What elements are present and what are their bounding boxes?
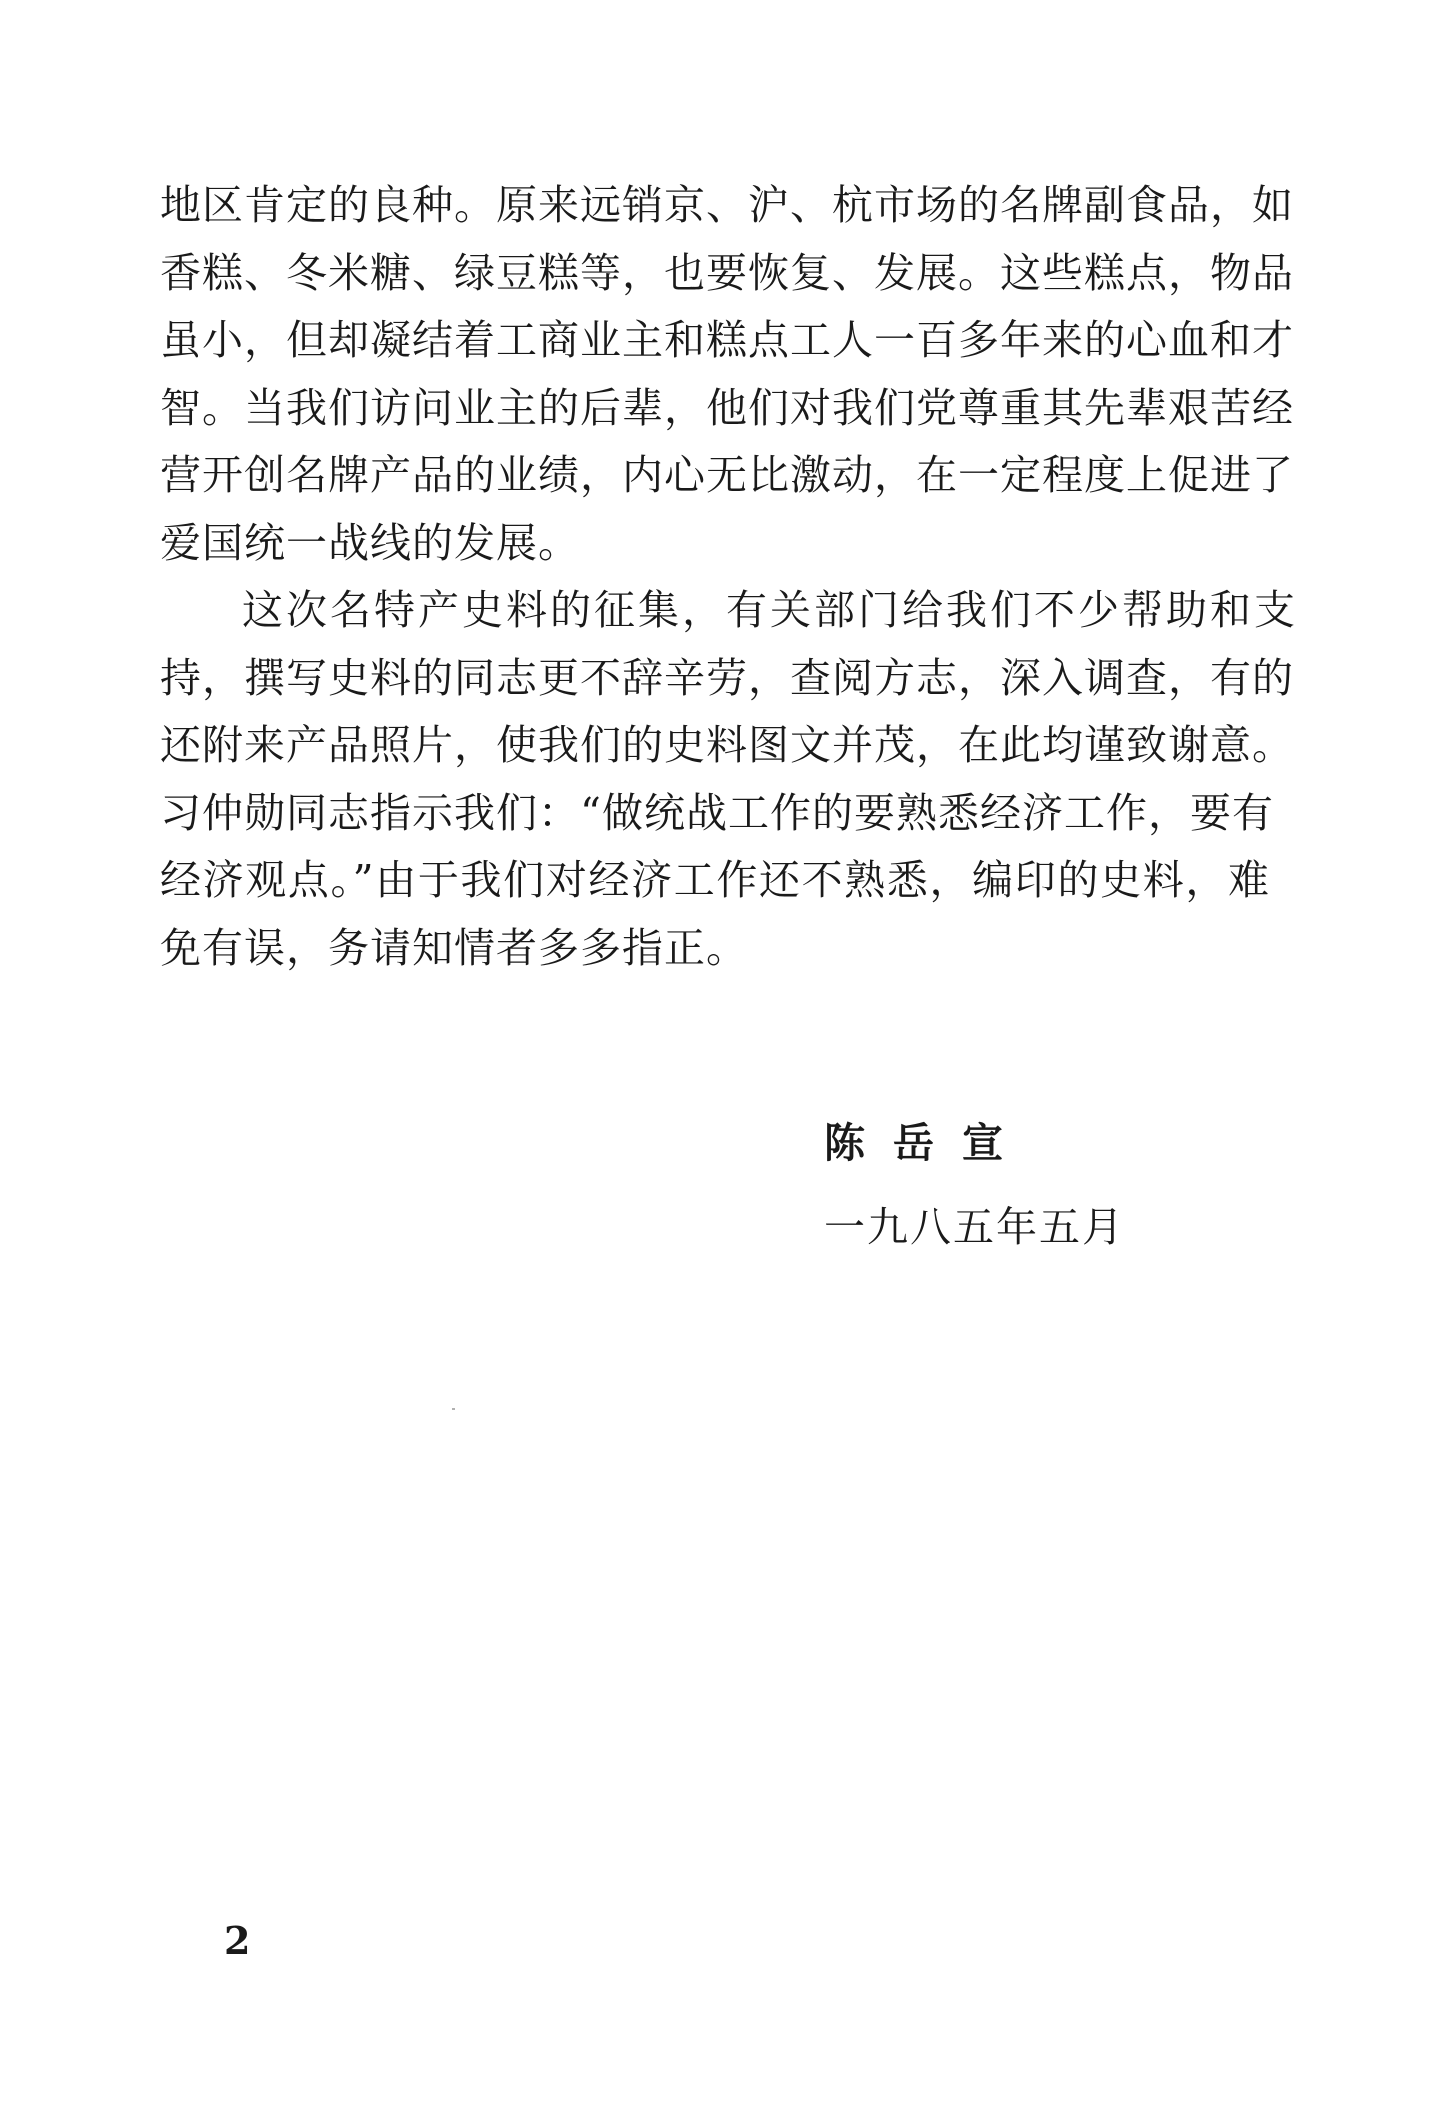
body-text: [160, 172, 1298, 982]
text-line: 香糕、冬米糖、绿豆糕等，也要恢复、发展。这些糕点，物品: [160, 248, 1294, 297]
text-line: 地区肯定的良种。原来远销京、沪、杭市场的名牌副食品，如: [160, 181, 1294, 229]
signature-date: 一九八五年五月: [824, 1203, 1125, 1251]
text-line: 虽小，但却凝结着工商业主和糕点工人一百多年来的心血和才: [160, 316, 1294, 364]
text-line: 智。当我们访问业主的后辈，他们对我们党尊重其先辈艰苦经: [160, 383, 1294, 432]
text-line-indented: 这次名特产史料的征集，有关部门给我们不少帮助和支: [242, 586, 1298, 634]
text-line: 营开创名牌产品的业绩，内心无比激动，在一定程度上促进了: [160, 451, 1294, 499]
text-line: 还附来产品照片，使我们的史料图文并茂，在此均谨致谢意。: [160, 721, 1294, 769]
signature-name: 陈岳宣: [824, 1119, 1031, 1167]
text-line: 免有误，务请知情者多多指正。: [160, 923, 748, 972]
text-line: 经济观点。”由于我们对经济工作还不熟悉，编印的史料，难: [160, 856, 1270, 904]
scan-speck: [452, 1408, 455, 1410]
text-line: 爱国统一战线的发展。: [160, 518, 580, 567]
text-line: 习仲勋同志指示我们：“做统战工作的要熟悉经济工作，要有: [160, 788, 1274, 837]
page-number: 2: [224, 1918, 251, 1963]
text-line: 持，撰写史料的同志更不辞辛劳，查阅方志，深入调查，有的: [160, 653, 1294, 702]
